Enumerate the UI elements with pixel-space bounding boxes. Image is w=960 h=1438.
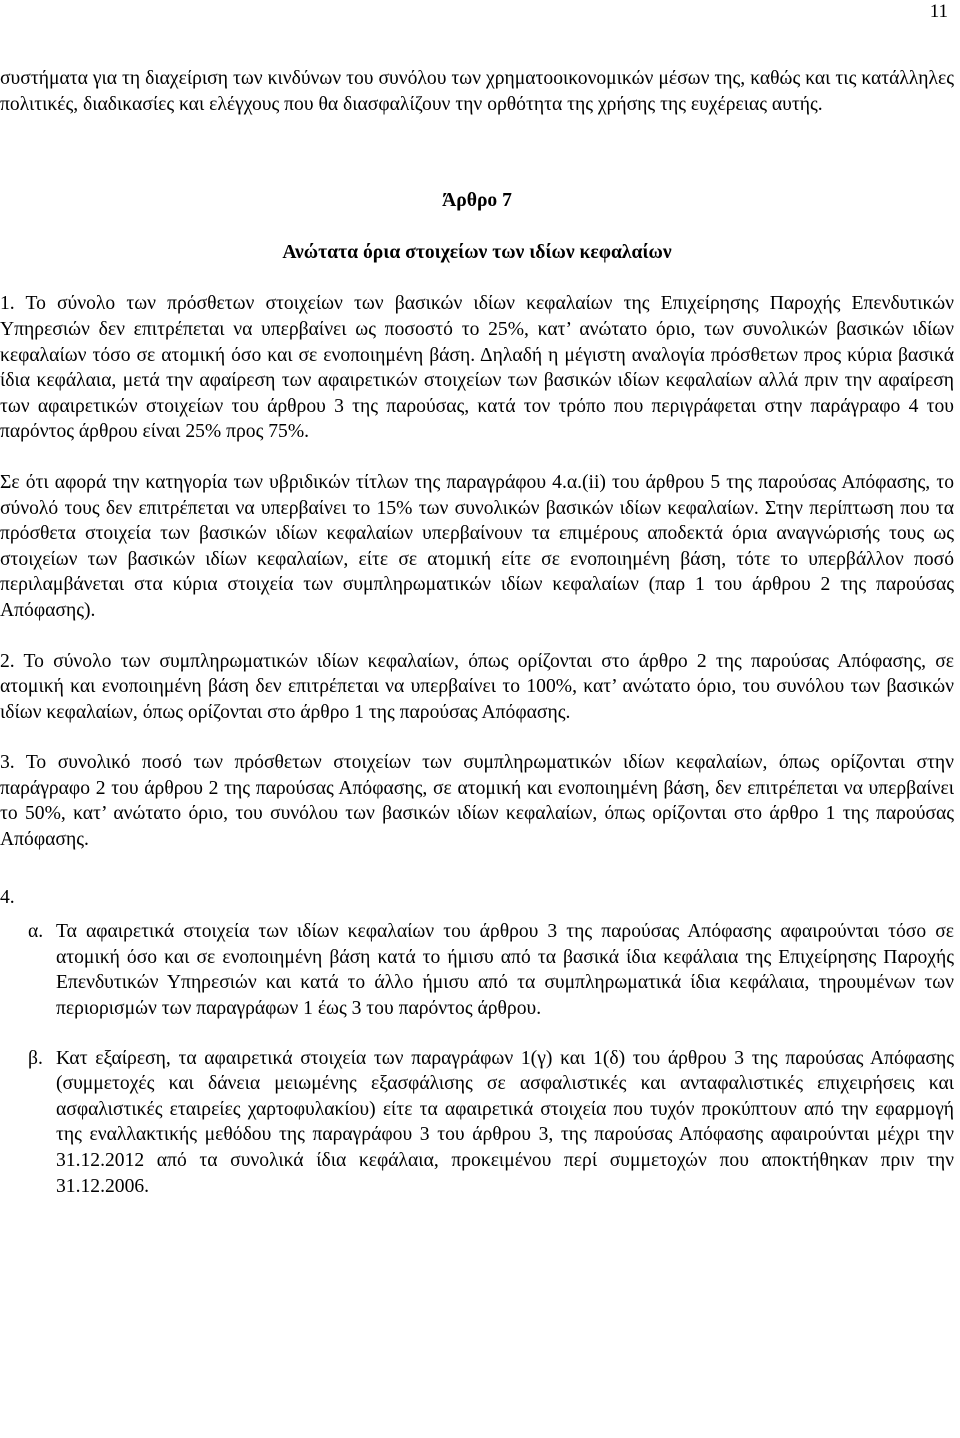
paragraph-1-continued: Σε ότι αφορά την κατηγορία των υβριδικών τίτλων της παραγράφου 4.α.(ii) του άρθρου 5 της παρούσας Απόφασης, το σύνολό τους δεν επιτρέπεται να υπερβαίνει το 15% των συνολικών βασικών ιδίων κεφαλαίων. Στην περίπτωση που τα πρόσθετα στοιχεία των βασικών ιδίων κεφαλαίων υπερβαίνουν τα επιμέρους αποδεκτά όρια αναγνώρισής τους ως στοιχείων των βασικών ιδίων κεφαλαίων, είτε σε ατομική είτε σε ενοποιημένη βάση, τότε το υπερβάλλον ποσό περιλαμβάνεται στα κύρια στοιχεία των συμπληρωματικών ιδίων κεφαλαίων (παρ 1 του άρθρου 2 της παρούσας Απόφασης). xyxy=(0,471,954,621)
subparagraph-4b-text: Κατ εξαίρεση, τα αφαιρετικά στοιχεία των παραγράφων 1(γ) και 1(δ) του άρθρου 3 της παρούσας Απόφασης (συμμετοχές και δάνεια μειωμένης εξασφάλισης σε ασφαλιστικές και ανταφαλιστικές επιχειρήσεις και ασφαλιστικές εταιρείες χαρτοφυλακίου) είτε τα αφαιρετικά στοιχεία που τυχόν προκύπτουν από την εφαρμογή της εναλλακτικής μεθόδου της παραγράφου 3 του άρθρου 3, της παρούσας Απόφασης αφαιρούνται μέχρι την 31.12.2012 από τα συνολικά ίδια κεφάλαια, προκειμένου περί συμμετοχών που αποκτήθηκαν πριν την 31.12.2006. xyxy=(56,1047,954,1197)
intro-paragraph: συστήματα για τη διαχείριση των κινδύνων του συνόλου των χρηματοοικονομικών μέσων της, καθώς και τις κατάλληλες πολιτικές, διαδικασίες και ελέγχους που θα διασφαλίζουν την ορθότητα της χρήσης της ευχέρειας αυτής. xyxy=(0,68,954,115)
subparagraph-4a xyxy=(0,919,954,1021)
document-body xyxy=(0,66,954,1199)
page-number: 11 xyxy=(929,1,948,22)
paragraph-4-number: 4. xyxy=(0,886,15,908)
subparagraph-4b xyxy=(0,1046,954,1200)
paragraph-1: 1. Το σύνολο των πρόσθετων στοιχείων των βασικών ιδίων κεφαλαίων της Επιχείρησης Παροχής Επενδυτικών Υπηρεσιών δεν επιτρέπεται να υπερβαίνει ως ποσοστό το 25%, κατ’ ανώτατο όριο, των συνολικών βασικών ιδίων κεφαλαίων τόσο σε ατομική όσο και σε ενοποιημένη βάση. Δηλαδή η μέγιστη αναλογία πρόσθετων προς κύρια βασικά ίδια κεφάλαια, μετά την αφαίρεση των αφαιρετικών στοιχείων των βασικών ιδίων κεφαλαίων αλλά πριν την αφαίρεση των αφαιρετικών στοιχείων του άρθρου 3 της παρούσας, κατά τον τρόπο που περιγράφεται στην παράγραφο 4 του παρόντος άρθρου είναι 25% προς 75%. xyxy=(0,293,954,443)
subparagraph-4b-label: β. xyxy=(28,1047,43,1069)
article-title: Ανώτατα όρια στοιχείων των ιδίων κεφαλαίων xyxy=(282,241,672,263)
paragraph-3: 3. Το συνολικό ποσό των πρόσθετων στοιχείων των συμπληρωματικών ιδίων κεφαλαίων, όπως ορίζονται στην παράγραφο 2 του άρθρου 2 της παρούσας Απόφασης, σε ατομική και ενοποιημένη βάση, δεν επιτρέπεται να υπερβαίνει το 50%, κατ’ ανώτατο όριο, του συνόλου των βασικών ιδίων κεφαλαίων, όπως ορίζονται στο άρθρο 1 της παρούσας Απόφασης. xyxy=(0,752,954,851)
paragraph-2: 2. Το σύνολο των συμπληρωματικών ιδίων κεφαλαίων, όπως ορίζονται στο άρθρο 2 της παρούσας Απόφασης, σε ατομική και ενοποιημένη βάση δεν επιτρέπεται να υπερβαίνει το 100%, κατ’ ανώτατο όριο, του συνόλου των βασικών ιδίων κεφαλαίων, όπως ορίζονται στο άρθρο 1 της παρούσας Απόφασης. xyxy=(0,650,954,723)
subparagraph-4a-label: α. xyxy=(28,921,44,943)
article-number: Άρθρο 7 xyxy=(442,190,512,212)
subparagraph-4a-text: Τα αφαιρετικά στοιχεία των ιδίων κεφαλαίων του άρθρου 3 της παρούσας Απόφασης αφαιρούνται τόσο σε ατομική όσο και σε ενοποιημένη βάση κατά το ήμισυ από τα βασικά ίδια κεφάλαια της Επιχείρησης Παροχής Επενδυτικών Υπηρεσιών και κατά το άλλο ήμισυ από τα συμπληρωματικά ίδια κεφάλαια, τηρουμένων των περιορισμών των παραγράφων 1 έως 3 του παρόντος άρθρου. xyxy=(56,921,954,1020)
